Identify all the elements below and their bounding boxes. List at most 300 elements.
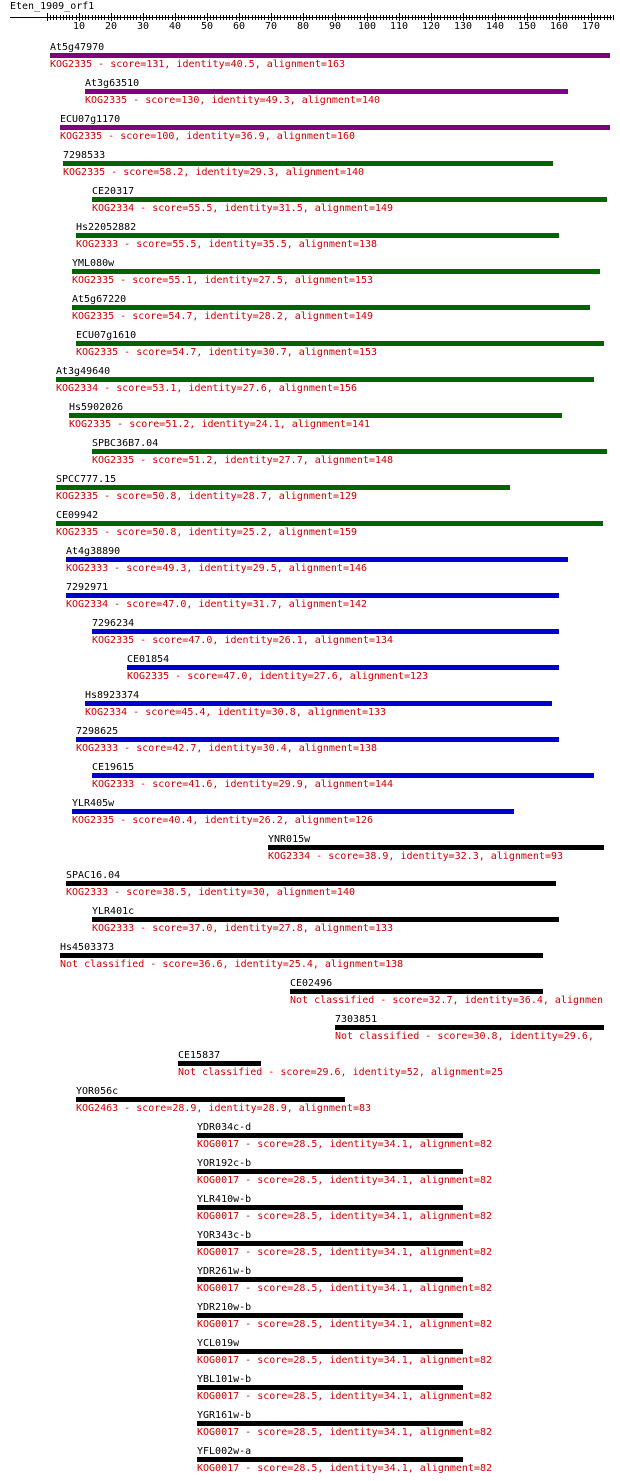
hit-name[interactable]: SPCC777.15 [56,474,117,485]
hit-name[interactable]: YGR161w-b [197,1410,252,1421]
hit-bar[interactable] [72,305,590,310]
hit-name[interactable]: YOR056c [76,1086,119,1097]
minor-tick [325,15,326,20]
hit-bar[interactable] [85,89,568,94]
hit-description: Not classified - score=29.6, identity=52, alignment=25 [178,1067,504,1078]
tick-label: 150 [517,21,537,32]
hit-name[interactable]: YDR261w-b [197,1266,252,1277]
hit-name[interactable]: 7303851 [335,1014,378,1025]
hit-bar[interactable] [92,449,607,454]
hit-name[interactable]: YOR343c-b [197,1230,252,1241]
minor-tick [290,15,291,20]
minor-tick [255,15,256,20]
minor-tick [213,15,214,20]
minor-tick [588,15,589,20]
minor-tick [274,15,275,20]
hit-description: KOG2335 - score=51.2, identity=24.1, alignment=141 [69,419,371,430]
hit-name[interactable]: YBL101w-b [197,1374,252,1385]
minor-tick [520,15,521,20]
hit-name[interactable]: YDR210w-b [197,1302,252,1313]
minor-tick [226,15,227,20]
minor-tick [565,15,566,20]
major-tick [271,13,272,21]
minor-tick [309,15,310,20]
hit-description: KOG2335 - score=50.8, identity=28.7, alignment=129 [56,491,358,502]
hit-description: KOG0017 - score=28.5, identity=34.1, alignment=82 [197,1319,493,1330]
minor-tick [594,15,595,20]
minor-tick [380,15,381,20]
hit-bar[interactable] [72,809,514,814]
minor-tick [104,15,105,20]
minor-tick [437,15,438,20]
hit-description: KOG0017 - score=28.5, identity=34.1, alignment=82 [197,1355,493,1366]
minor-tick [504,15,505,20]
hit-bar[interactable] [63,161,553,166]
minor-tick [133,15,134,20]
hit-name[interactable]: CE02496 [290,978,333,989]
hit-bar[interactable] [56,377,594,382]
minor-tick [130,15,131,20]
tick-label: 70 [264,21,278,32]
hit-name[interactable]: CE20317 [92,186,135,197]
hit-description: KOG0017 - score=28.5, identity=34.1, alignment=82 [197,1211,493,1222]
minor-tick [392,15,393,20]
minor-tick [232,15,233,20]
minor-tick [396,15,397,20]
minor-tick [162,15,163,20]
minor-tick [300,15,301,20]
major-tick [367,13,368,21]
hit-name[interactable]: CE19615 [92,762,135,773]
major-tick [527,13,528,21]
hit-bar[interactable] [178,1061,261,1066]
hit-name[interactable]: ECU07g1170 [60,114,121,125]
minor-tick [252,15,253,20]
minor-tick [351,15,352,20]
tick-label: 100 [357,21,377,32]
minor-tick [357,15,358,20]
minor-tick [536,15,537,20]
minor-tick [456,15,457,20]
tick-label: 20 [104,21,118,32]
major-tick [431,13,432,21]
hit-bar[interactable] [66,593,559,598]
minor-tick [296,15,297,20]
tick-label: 60 [232,21,246,32]
minor-tick [284,15,285,20]
hit-description: KOG0017 - score=28.5, identity=34.1, alignment=82 [197,1463,493,1474]
minor-tick [450,15,451,20]
minor-tick [152,15,153,20]
minor-tick [370,15,371,20]
hit-bar[interactable] [290,989,543,994]
hit-description: KOG2333 - score=41.6, identity=29.9, alignment=144 [92,779,394,790]
minor-tick [568,15,569,20]
hit-bar[interactable] [197,1349,463,1354]
tick-label: 140 [485,21,505,32]
minor-tick [552,15,553,20]
minor-tick [613,15,614,20]
minor-tick [376,15,377,20]
hit-name[interactable]: At4g38890 [66,546,121,557]
minor-tick [117,15,118,20]
hit-name[interactable]: YLR405w [72,798,115,809]
major-tick [175,13,176,21]
minor-tick [76,15,77,20]
hit-name[interactable]: 7298533 [63,150,106,161]
hit-name[interactable]: YCL019w [197,1338,240,1349]
minor-tick [140,15,141,20]
hit-description: KOG2335 - score=131, identity=40.5, alignment=163 [50,59,346,70]
minor-tick [316,15,317,20]
hit-bar[interactable] [69,413,562,418]
minor-tick [412,15,413,20]
minor-tick [293,15,294,20]
minor-tick [50,15,51,20]
minor-tick [424,15,425,20]
minor-tick [280,15,281,20]
hit-name[interactable]: Hs8923374 [85,690,140,701]
hit-description: KOG2463 - score=28.9, identity=28.9, alignment=83 [76,1103,372,1114]
minor-tick [95,15,96,20]
minor-tick [418,15,419,20]
minor-tick [200,15,201,20]
minor-tick [188,15,189,20]
minor-tick [72,15,73,20]
hit-bar[interactable] [76,737,559,742]
minor-tick [533,15,534,20]
hit-bar[interactable] [197,1169,463,1174]
minor-tick [389,15,390,20]
minor-tick [344,15,345,20]
hit-description: KOG2335 - score=54.7, identity=28.2, alignment=149 [72,311,374,322]
hit-name[interactable]: At3g49640 [56,366,111,377]
minor-tick [88,15,89,20]
major-tick [239,13,240,21]
hit-name[interactable]: At5g47970 [50,42,105,53]
minor-tick [245,15,246,20]
minor-tick [69,15,70,20]
hit-bar[interactable] [92,197,607,202]
hit-bar[interactable] [66,557,568,562]
major-tick [47,13,48,21]
minor-tick [373,15,374,20]
hit-bar[interactable] [76,1097,345,1102]
hit-description: KOG2335 - score=47.0, identity=26.1, alignment=134 [92,635,394,646]
minor-tick [447,15,448,20]
minor-tick [156,15,157,20]
minor-tick [124,15,125,20]
major-tick [591,13,592,21]
minor-tick [264,15,265,20]
hit-name[interactable]: YDR034c-d [197,1122,252,1133]
major-tick [559,13,560,21]
minor-tick [242,15,243,20]
minor-tick [597,15,598,20]
hit-description: KOG2335 - score=50.8, identity=25.2, alignment=159 [56,527,358,538]
minor-tick [472,15,473,20]
minor-tick [434,15,435,20]
query-title: Eten_1909_orf1 [10,1,95,12]
minor-tick [114,15,115,20]
hit-bar[interactable] [92,629,559,634]
major-tick [495,13,496,21]
hit-description: KOG2335 - score=100, identity=36.9, alignment=160 [60,131,356,142]
minor-tick [444,15,445,20]
hit-description: KOG2335 - score=54.7, identity=30.7, alignment=153 [76,347,378,358]
tick-label: 80 [296,21,310,32]
hit-name[interactable]: CE01854 [127,654,170,665]
minor-tick [517,15,518,20]
minor-tick [184,15,185,20]
hit-description: KOG2335 - score=130, identity=49.3, alignment=140 [85,95,381,106]
minor-tick [402,15,403,20]
hit-description: KOG2335 - score=51.2, identity=27.7, alignment=148 [92,455,394,466]
minor-tick [338,15,339,20]
tick-label: 10 [72,21,86,32]
hit-description: Not classified - score=30.8, identity=29.6, [335,1031,594,1042]
tick-label: 40 [168,21,182,32]
minor-tick [220,15,221,20]
minor-tick [341,15,342,20]
hit-bar[interactable] [197,1421,463,1426]
hit-description: KOG2335 - score=47.0, identity=27.6, alignment=123 [127,671,429,682]
hit-bar[interactable] [197,1241,463,1246]
hit-bar[interactable] [197,1457,463,1462]
minor-tick [277,15,278,20]
minor-tick [501,15,502,20]
minor-tick [101,15,102,20]
hit-bar[interactable] [197,1133,463,1138]
minor-tick [415,15,416,20]
minor-tick [492,15,493,20]
hit-name[interactable]: At5g67220 [72,294,127,305]
hit-description: KOG0017 - score=28.5, identity=34.1, alignment=82 [197,1283,493,1294]
minor-tick [498,15,499,20]
tick-label: 110 [389,21,409,32]
hit-description: KOG2334 - score=45.4, identity=30.8, alignment=133 [85,707,387,718]
minor-tick [524,15,525,20]
minor-tick [60,15,61,20]
hit-name[interactable]: YLR410w-b [197,1194,252,1205]
hit-name[interactable]: YLR401c [92,906,135,917]
major-tick [79,13,80,21]
minor-tick [348,15,349,20]
minor-tick [319,15,320,20]
hit-name[interactable]: CE15837 [178,1050,221,1061]
hit-bar[interactable] [72,269,600,274]
minor-tick [127,15,128,20]
minor-tick [191,15,192,20]
hit-bar[interactable] [66,881,556,886]
hit-name[interactable]: 7292971 [66,582,109,593]
minor-tick [168,15,169,20]
minor-tick [549,15,550,20]
hit-name[interactable]: SPBC36B7.04 [92,438,159,449]
major-tick [143,13,144,21]
hit-bar[interactable] [197,1313,463,1318]
minor-tick [479,15,480,20]
hit-bar[interactable] [197,1385,463,1390]
hit-name[interactable]: At3g63510 [85,78,140,89]
hit-name[interactable]: 7298625 [76,726,119,737]
minor-tick [540,15,541,20]
hit-bar[interactable] [76,341,604,346]
minor-tick [53,15,54,20]
minor-tick [98,15,99,20]
major-tick [207,13,208,21]
minor-tick [575,15,576,20]
minor-tick [428,15,429,20]
hit-name[interactable]: Hs5902026 [69,402,124,413]
minor-tick [312,15,313,20]
minor-tick [488,15,489,20]
hit-name[interactable]: 7296234 [92,618,135,629]
tick-label: 50 [200,21,214,32]
minor-tick [578,15,579,20]
tick-label: 120 [421,21,441,32]
hit-description: Not classified - score=36.6, identity=25.4, alignment=138 [60,959,404,970]
hit-description: KOG2333 - score=55.5, identity=35.5, alignment=138 [76,239,378,250]
major-tick [399,13,400,21]
minor-tick [332,15,333,20]
minor-tick [546,15,547,20]
hit-description: KOG2335 - score=58.2, identity=29.3, alignment=140 [63,167,365,178]
hit-description: KOG0017 - score=28.5, identity=34.1, alignment=82 [197,1175,493,1186]
hit-name[interactable]: YNR015w [268,834,311,845]
minor-tick [476,15,477,20]
hit-description: KOG0017 - score=28.5, identity=34.1, alignment=82 [197,1247,493,1258]
minor-tick [216,15,217,20]
hit-description: KOG2335 - score=40.4, identity=26.2, alignment=126 [72,815,374,826]
hit-bar[interactable] [92,917,559,922]
minor-tick [146,15,147,20]
minor-tick [383,15,384,20]
hit-description: Not classified - score=32.7, identity=36.4, alignmen [290,995,604,1006]
minor-tick [322,15,323,20]
hit-bar[interactable] [335,1025,604,1030]
minor-tick [562,15,563,20]
hit-bar[interactable] [85,701,552,706]
minor-tick [485,15,486,20]
minor-tick [453,15,454,20]
minor-tick [466,15,467,20]
minor-tick [460,15,461,20]
minor-tick [364,15,365,20]
minor-tick [258,15,259,20]
minor-tick [223,15,224,20]
minor-tick [149,15,150,20]
hit-description: KOG2334 - score=47.0, identity=31.7, alignment=142 [66,599,368,610]
tick-label: 30 [136,21,150,32]
minor-tick [572,15,573,20]
hit-bar[interactable] [56,485,510,490]
hit-description: KOG2333 - score=49.3, identity=29.5, alignment=146 [66,563,368,574]
tick-label: 90 [328,21,342,32]
hit-bar[interactable] [197,1277,463,1282]
tick-label: 170 [581,21,601,32]
minor-tick [136,15,137,20]
hit-name[interactable]: ECU07g1610 [76,330,137,341]
minor-tick [204,15,205,20]
minor-tick [181,15,182,20]
hit-bar[interactable] [268,845,604,850]
hit-bar[interactable] [197,1205,463,1210]
minor-tick [530,15,531,20]
minor-tick [197,15,198,20]
minor-tick [63,15,64,20]
hit-name[interactable]: Hs4503373 [60,942,115,953]
minor-tick [469,15,470,20]
minor-tick [108,15,109,20]
hit-description: KOG2333 - score=37.0, identity=27.8, alignment=133 [92,923,394,934]
minor-tick [210,15,211,20]
minor-tick [172,15,173,20]
hit-description: KOG2333 - score=38.5, identity=30, alignment=140 [66,887,355,898]
minor-tick [600,15,601,20]
hit-bar[interactable] [60,125,610,130]
minor-tick [194,15,195,20]
minor-tick [92,15,93,20]
hit-bar[interactable] [92,773,594,778]
hit-description: KOG0017 - score=28.5, identity=34.1, alignment=82 [197,1427,493,1438]
hit-description: KOG0017 - score=28.5, identity=34.1, alignment=82 [197,1139,493,1150]
minor-tick [584,15,585,20]
minor-tick [287,15,288,20]
major-tick [335,13,336,21]
hit-description: KOG2334 - score=53.1, identity=27.6, alignment=156 [56,383,358,394]
major-tick [111,13,112,21]
hit-name[interactable]: Hs22052882 [76,222,137,233]
minor-tick [268,15,269,20]
tick-label: 160 [549,21,569,32]
hit-bar[interactable] [60,953,543,958]
minor-tick [386,15,387,20]
hit-bar[interactable] [50,53,610,58]
hit-name[interactable]: SPAC16.04 [66,870,121,881]
minor-tick [328,15,329,20]
hit-name[interactable]: YFL002w-a [197,1446,252,1457]
minor-tick [607,15,608,20]
minor-tick [178,15,179,20]
minor-tick [508,15,509,20]
minor-tick [482,15,483,20]
tick-label: 130 [453,21,473,32]
minor-tick [85,15,86,20]
hit-description: KOG2335 - score=55.1, identity=27.5, alignment=153 [72,275,374,286]
hit-description: KOG0017 - score=28.5, identity=34.1, alignment=82 [197,1391,493,1402]
minor-tick [120,15,121,20]
hit-description: KOG2334 - score=38.9, identity=32.3, alignment=93 [268,851,564,862]
minor-tick [82,15,83,20]
minor-tick [610,15,611,20]
minor-tick [405,15,406,20]
hit-bar[interactable] [56,521,603,526]
minor-tick [581,15,582,20]
minor-tick [248,15,249,20]
minor-tick [66,15,67,20]
hit-bar[interactable] [127,665,559,670]
hit-description: KOG2334 - score=55.5, identity=31.5, alignment=149 [92,203,394,214]
hit-name[interactable]: YOR192c-b [197,1158,252,1169]
minor-tick [556,15,557,20]
minor-tick [408,15,409,20]
hit-name[interactable]: CE09942 [56,510,99,521]
hit-name[interactable]: YML080w [72,258,115,269]
minor-tick [306,15,307,20]
hit-bar[interactable] [76,233,559,238]
major-tick [303,13,304,21]
